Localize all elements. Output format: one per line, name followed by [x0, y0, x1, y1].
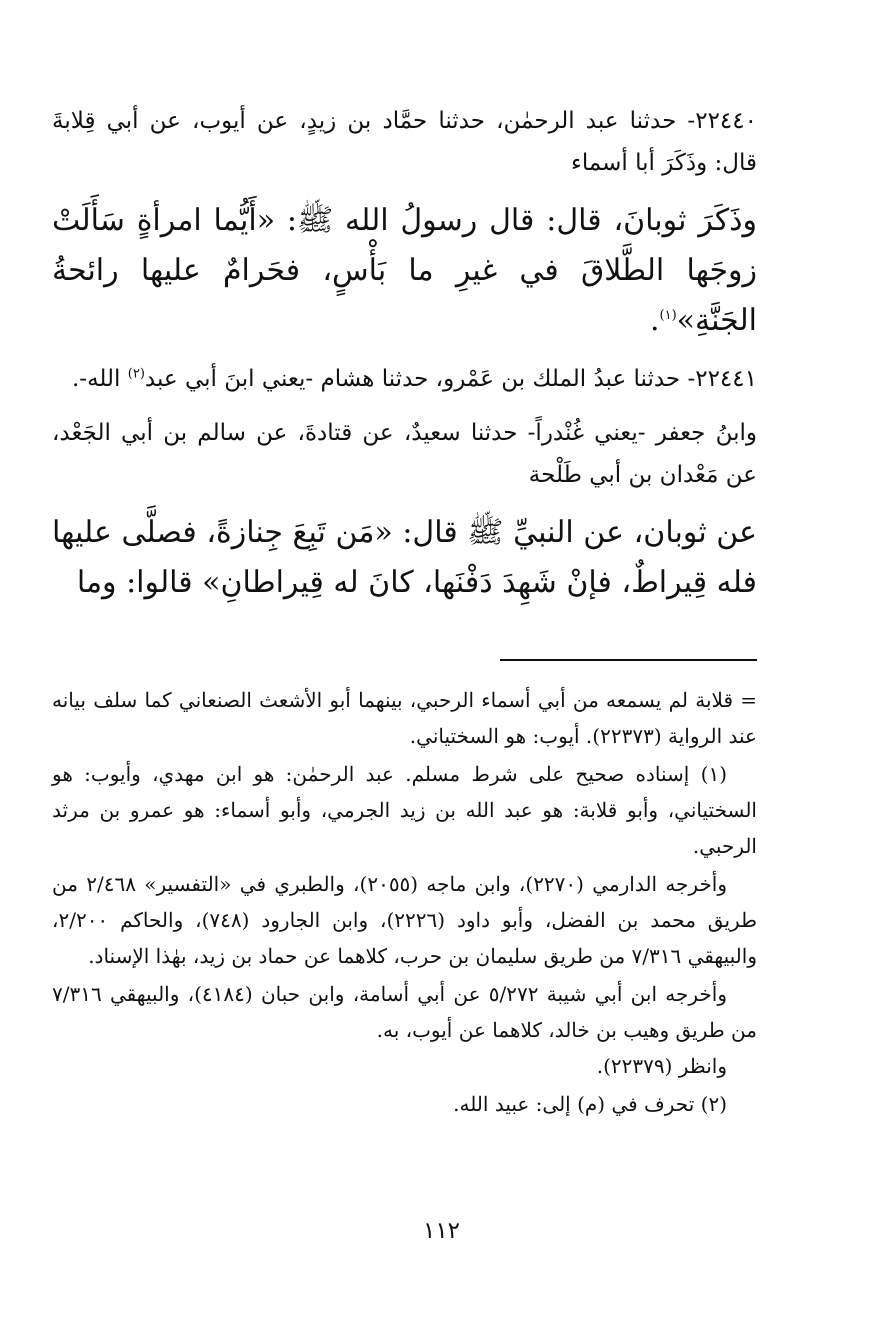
hadith-2440-matn [52, 196, 757, 346]
hadith-2441-matn: عن ثوبان، عن النبيِّ ﷺ قال: «مَن تَبِعَ جِنازةً، فصلَّى عليها فله قِيراطٌ، فإنْ شَهِدَ دَفْنَها، كانَ له قِيراطانِ» قالوا: وما [52, 515, 757, 600]
footnote-1-paragraph-4: وانظر (٢٢٣٧٩). [596, 1054, 727, 1078]
hadith-2441-isnad-1 [52, 358, 757, 400]
footnotes [52, 682, 757, 1122]
footnote-ref-2: (٢) [127, 366, 145, 382]
footnote-1-paragraph-1: (١) إسناده صحيح على شرط مسلم. عبد الرحمٰن: هو ابن مهدي، وأيوب: هو السختياني، وأبو قلابة: هو عبد الله بن زيد الجرمي، وأبو أسماء: هو عمرو بن مرثد الرحبي. [52, 762, 757, 858]
hadith-2441-isnad-1-end: الله-. [72, 366, 128, 392]
hadith-2440-isnad: ٢٢٤٤٠- حدثنا عبد الرحمٰن، حدثنا حمَّاد بن زيدٍ، عن أيوب، عن أبي قِلابةَ قال: وذَكَرَ أبا أسماء [52, 108, 757, 176]
page-number: ١١٢ [422, 1218, 461, 1244]
footnote-divider [500, 659, 757, 661]
hadith-2440-matn-text: وذَكَرَ ثوبانَ، قال: قال رسولُ الله ﷺ: «أَيُّما امرأةٍ سَأَلَتْ زوجَها الطَّلاقَ في غيرِ ما بَأْسٍ، فحَرامٌ عليها رائحةُ الجَنَّةِ» [52, 203, 757, 338]
hadith-2441-isnad-2: وابنُ جعفر -يعني غُنْدراً- حدثنا سعيدٌ، عن قتادةَ، عن سالم بن أبي الجَعْد، عن مَعْدان بن أبي طَلْحة [52, 420, 757, 488]
footnote-2: (٢) تحرف في (م) إلى: عبيد الله. [453, 1092, 727, 1116]
footnote-ref-1: (١) [659, 308, 677, 323]
hadith-2440-end: . [649, 303, 660, 338]
footnote-1-paragraph-2: وأخرجه الدارمي (٢٢٧٠)، وابن ماجه (٢٠٥٥)، والطبري في «التفسير» ٢/٤٦٨ من طريق محمد بن الفضل، وأبو داود (٢٢٢٦)، وابن الجارود (٧٤٨)، والحاكم ٢/٢٠٠، والبيهقي ٧/٣١٦ من طريق سليمان بن حرب، كلاهما عن حماد بن زيد، بهٰذا الإسناد. [52, 872, 758, 968]
footnote-continuation: = قلابة لم يسمعه من أبي أسماء الرحبي، بينهما أبو الأشعث الصنعاني كما سلف بيانه عند الرواية (٢٢٣٧٣). أيوب: هو السختياني. [52, 688, 757, 748]
footnote-1-paragraph-3: وأخرجه ابن أبي شيبة ٥/٢٧٢ عن أبي أسامة، وابن حبان (٤١٨٤)، والبيهقي ٧/٣١٦ من طريق وهيب بن خالد، كلاهما عن أيوب، به. [52, 982, 757, 1042]
hadith-2441-isnad-1-text: ٢٢٤٤١- حدثنا عبدُ الملك بن عَمْرو، حدثنا هشام -يعني ابنَ أبي عبد [144, 366, 757, 392]
main-text [52, 100, 757, 608]
